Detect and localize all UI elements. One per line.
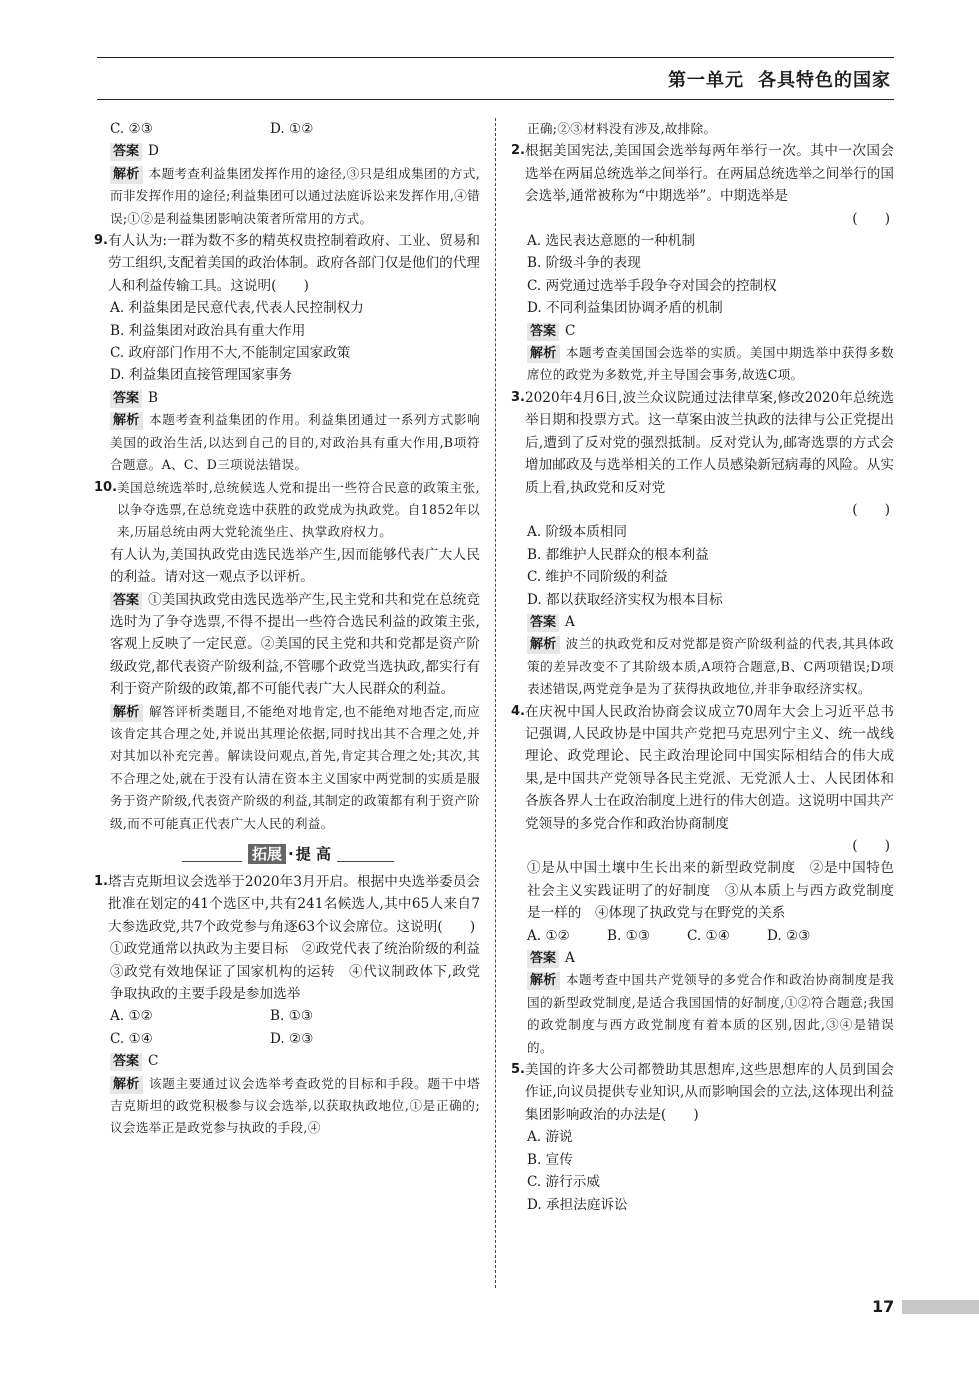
left-column xyxy=(94,118,494,1140)
analysis-tag: 解析 xyxy=(527,972,560,990)
e3-answer xyxy=(511,611,894,633)
page-number-bar xyxy=(902,1300,979,1314)
question-text: 美国的许多大公司都赞助其思想库,这些思想库的人员到国会作证,向议员提供专业知识,从而影响国会的立法,这体现出利益集团影响政治的办法是( ) xyxy=(525,1062,894,1123)
answer-value: C xyxy=(148,1053,159,1070)
q8-options xyxy=(94,118,480,140)
header-rule xyxy=(97,99,894,100)
option: C. ①④ xyxy=(687,927,730,944)
page-number: 17 xyxy=(872,1297,895,1316)
option: A. ①② xyxy=(110,1008,153,1025)
option: A. 利益集团是民意代表,代表人民控制权力 xyxy=(110,300,364,317)
e4-analysis xyxy=(511,969,894,1059)
banner-title xyxy=(242,843,337,865)
answer-tag: 答案 xyxy=(527,614,559,632)
analysis-tag: 解析 xyxy=(110,1076,143,1094)
analysis-text: 本题考查利益集团的作用。利益集团通过一系列方式影响美国的政治生活,以达到自己的目的,对政治具有重大作用,B项符合题意。A、C、D三项说法错误。 xyxy=(110,412,480,473)
e3-analysis xyxy=(511,633,894,700)
option: C. ②③ xyxy=(110,121,153,137)
e1-analysis-continued: 正确;②③材料没有涉及,故排除。 xyxy=(527,121,717,136)
e1-answer xyxy=(94,1050,480,1072)
analysis-tag: 解析 xyxy=(110,704,143,722)
question-text: 塔吉克斯坦议会选举于2020年3月开启。根据中央选举委员会批准在划定的41个选区中,共有241名候选人,其中65人来自7大参选政党,共7个政党参与角逐63个议会席位。这说明( ) xyxy=(108,874,480,935)
option: A. 选民表达意愿的一种机制 xyxy=(527,233,695,250)
question-number: 3. xyxy=(511,389,525,405)
option: D. 利益集团直接管理国家事务 xyxy=(110,367,293,384)
question-text: 在庆祝中国人民政治协商会议成立70周年大会上习近平总书记强调,人民政协是中国共产党把马克思列宁主义、统一战线理论、政党理论、民主政治理论同中国实际相结合的伟大成果,是中国共产党领导各民主党派、无党派人士、人民团体和各族各界人士在政治制度上进行的伟大创造。这说明中国共产党领导的多党合作和政治协商制度 xyxy=(525,703,894,832)
question-9 xyxy=(94,230,480,297)
q8-answer xyxy=(94,140,480,162)
question-number: 4. xyxy=(511,703,525,719)
e4-options xyxy=(511,925,894,947)
section-banner xyxy=(94,837,480,871)
option: D. 都以获取经济实权为根本目标 xyxy=(527,591,723,608)
option: C. 游行示威 xyxy=(527,1174,600,1191)
answer-bracket: ( ) xyxy=(852,501,890,518)
question-number: 9. xyxy=(94,233,108,249)
analysis-tag: 解析 xyxy=(527,636,560,654)
option: D. ①② xyxy=(270,121,314,137)
answer-value: A xyxy=(565,613,575,630)
q10-answer xyxy=(94,589,480,701)
answer-value: A xyxy=(565,950,575,967)
answer-value: C xyxy=(565,322,576,339)
answer-value: ①美国执政党由选民选举产生,民主党和共和党在总统竞选时为了争夺选票,不得不提出一些符合选民利益的政策主张,客观上反映了一定民意。②美国的民主党和共和党都是资产阶级政党,都代表资产阶级利益,不管哪个政党当选执政,都实行有利于资产阶级的政策,都不可能代表广大人民群众的利益。 xyxy=(110,591,480,698)
banner-text: 提 高 xyxy=(295,845,331,863)
question-number: 2. xyxy=(511,143,525,159)
analysis-text: 本题考查利益集团发挥作用的途径,③只是组成集团的方式,而非发挥作用的途径;利益集团可以通过法庭诉讼来发挥作用,④错误;①②是利益集团影响决策者所常用的方式。 xyxy=(110,165,480,226)
analysis-tag: 解析 xyxy=(527,345,560,363)
option: A. 阶级本质相同 xyxy=(527,524,628,541)
e2-analysis xyxy=(511,342,894,387)
extension-question-4 xyxy=(511,701,894,835)
unit-label: 第一单元 xyxy=(668,70,744,91)
answer-tag: 答案 xyxy=(110,1053,142,1071)
analysis-text: 该题主要通过议会选举考查政党的目标和手段。题干中塔吉克斯坦的政党积极参与议会选举,以获取执政地位,①是正确的;议会选举正是政党参与执政的手段,④ xyxy=(110,1075,480,1136)
q10-analysis xyxy=(94,701,480,835)
right-column xyxy=(511,118,894,1216)
q9-answer xyxy=(94,387,480,409)
option: B. ①③ xyxy=(270,1008,314,1025)
question-text: 美国总统选举时,总统候选人党和提出一些符合民意的政策主张,以争夺选票,在总统竞选中获胜的政党成为执政党。自1852年以来,历届总统由两大党轮流坐庄、执掌政府权力。 xyxy=(117,479,480,540)
answer-tag: 答案 xyxy=(527,950,559,968)
option: D. 承担法庭诉讼 xyxy=(527,1196,628,1213)
question-statements: ①是从中国土壤中生长出来的新型政党制度 ②是中国特色社会主义实践证明了的好制度 ③从本质上与西方政党制度是一样的 ④体现了执政党与在野党的关系 xyxy=(527,860,894,922)
question-text: 2020年4月6日,波兰众议院通过法律草案,修改2020年总统选举日期和投票方式。这一草案由波兰执政的法律与公正党提出后,遭到了反对党的强烈抵制。反对党认为,邮寄选票的方式会增加邮政及与选举相关的工作人员感染新冠病毒的风险。从实质上看,执政党和反对党 xyxy=(525,389,894,496)
answer-tag: 答案 xyxy=(110,592,142,610)
option: C. ①④ xyxy=(110,1030,153,1047)
answer-value: B xyxy=(148,389,159,406)
column-divider xyxy=(495,118,496,1288)
option: B. 阶级斗争的表现 xyxy=(527,255,641,272)
option: D. ②③ xyxy=(270,1030,314,1047)
option: D. 不同利益集团协调矛盾的机制 xyxy=(527,300,723,317)
analysis-tag: 解析 xyxy=(110,412,143,430)
answer-tag: 答案 xyxy=(527,323,559,341)
option: D. ②③ xyxy=(767,927,811,944)
answer-bracket: ( ) xyxy=(852,838,890,854)
e1-options-row1 xyxy=(94,1005,480,1027)
option: B. ①③ xyxy=(607,927,651,944)
analysis-text: 解答评析类题目,不能绝对地肯定,也不能绝对地否定,而应该肯定其合理之处,并说出其理论依据,同时找出其不合理之处,并对其加以补充完善。解读设问观点,首先,肯定其合理之处;其次,其不合理之处,就在于没有认清在资本主义国家中两党制的实质是服务于资产阶级,代表资产阶级的利益,其制定的政策都有利于资产阶级,而不可能真正代表广大人民的利益。 xyxy=(110,703,480,831)
analysis-text: 本题考查中国共产党领导的多党合作和政治协商制度是我国的新型政党制度,是适合我国国情的好制度,①②符合题意;我国的政党制度与西方政党制度有着本质的区别,因此,③④是错误的。 xyxy=(527,972,894,1055)
question-text: 有人认为:一群为数不多的精英权贵控制着政府、工业、贸易和劳工组织,支配着美国的政治体制。政府各部门仅是他们的代理人和利益传输工具。这说明( ) xyxy=(108,233,480,294)
e4-answer xyxy=(511,947,894,969)
banner-tag: 拓展 xyxy=(248,844,286,864)
e1-analysis xyxy=(94,1073,480,1140)
unit-header xyxy=(668,66,891,92)
answer-value: D xyxy=(148,143,159,160)
analysis-text: 本题考查美国国会选举的实质。美国中期选举中获得多数席位的政党为多数党,并主导国会事务,故选C项。 xyxy=(527,345,894,383)
answer-bracket: ( ) xyxy=(852,210,890,227)
analysis-text: 波兰的执政党和反对党都是资产阶级利益的代表,其具体政策的差异改变不了其阶级本质,A项符合题意,B、C两项错误;D项表述错误,两党竞争是为了获得执政地位,并非争取经济实权。 xyxy=(527,636,894,697)
question-10 xyxy=(94,477,480,544)
option: C. 政府部门作用不大,不能制定国家政策 xyxy=(110,345,351,362)
option: A. ①② xyxy=(527,927,570,944)
q9-analysis xyxy=(94,409,480,476)
option: C. 维护不同阶级的利益 xyxy=(527,569,668,586)
option: B. 都维护人民群众的根本利益 xyxy=(527,546,709,563)
question-text: 根据美国宪法,美国国会选举每两年举行一次。其中一次国会选举在两届总统选举之间举行。在两届总统选举之间举行的国会选举,通常被称为“中期选举”。中期选举是 xyxy=(525,143,894,205)
answer-tag: 答案 xyxy=(110,390,142,408)
question-statements: ①政党通常以执政为主要目标 ②政党代表了统治阶级的利益 ③政党有效地保证了国家机构的运转 ④代议制政体下,政党争取执政的主要手段是参加选举 xyxy=(110,941,494,1003)
banner-dot: · xyxy=(288,845,294,863)
question-number: 5. xyxy=(511,1062,525,1078)
option: B. 宣传 xyxy=(527,1151,573,1168)
analysis-tag: 解析 xyxy=(110,166,143,184)
question-prompt: 有人认为,美国执政党由选民选举产生,因而能够代表广大人民的利益。请对这一观点予以评析。 xyxy=(110,546,480,586)
e2-answer xyxy=(511,320,894,342)
unit-title: 各具特色的国家 xyxy=(758,70,891,91)
extension-question-3 xyxy=(511,387,894,499)
extension-question-2 xyxy=(511,140,894,207)
question-number: 10. xyxy=(94,479,118,495)
q8-analysis xyxy=(94,163,480,230)
extension-question-1 xyxy=(94,871,480,938)
e1-options-row2 xyxy=(94,1028,480,1050)
option: B. 利益集团对政治具有重大作用 xyxy=(110,322,306,339)
option: C. 两党通过选举手段争夺对国会的控制权 xyxy=(527,277,777,294)
header-top-line xyxy=(97,57,894,58)
extension-question-5 xyxy=(511,1059,894,1126)
answer-tag: 答案 xyxy=(110,143,142,161)
option: A. 游说 xyxy=(527,1129,573,1146)
question-number: 1. xyxy=(94,874,108,889)
